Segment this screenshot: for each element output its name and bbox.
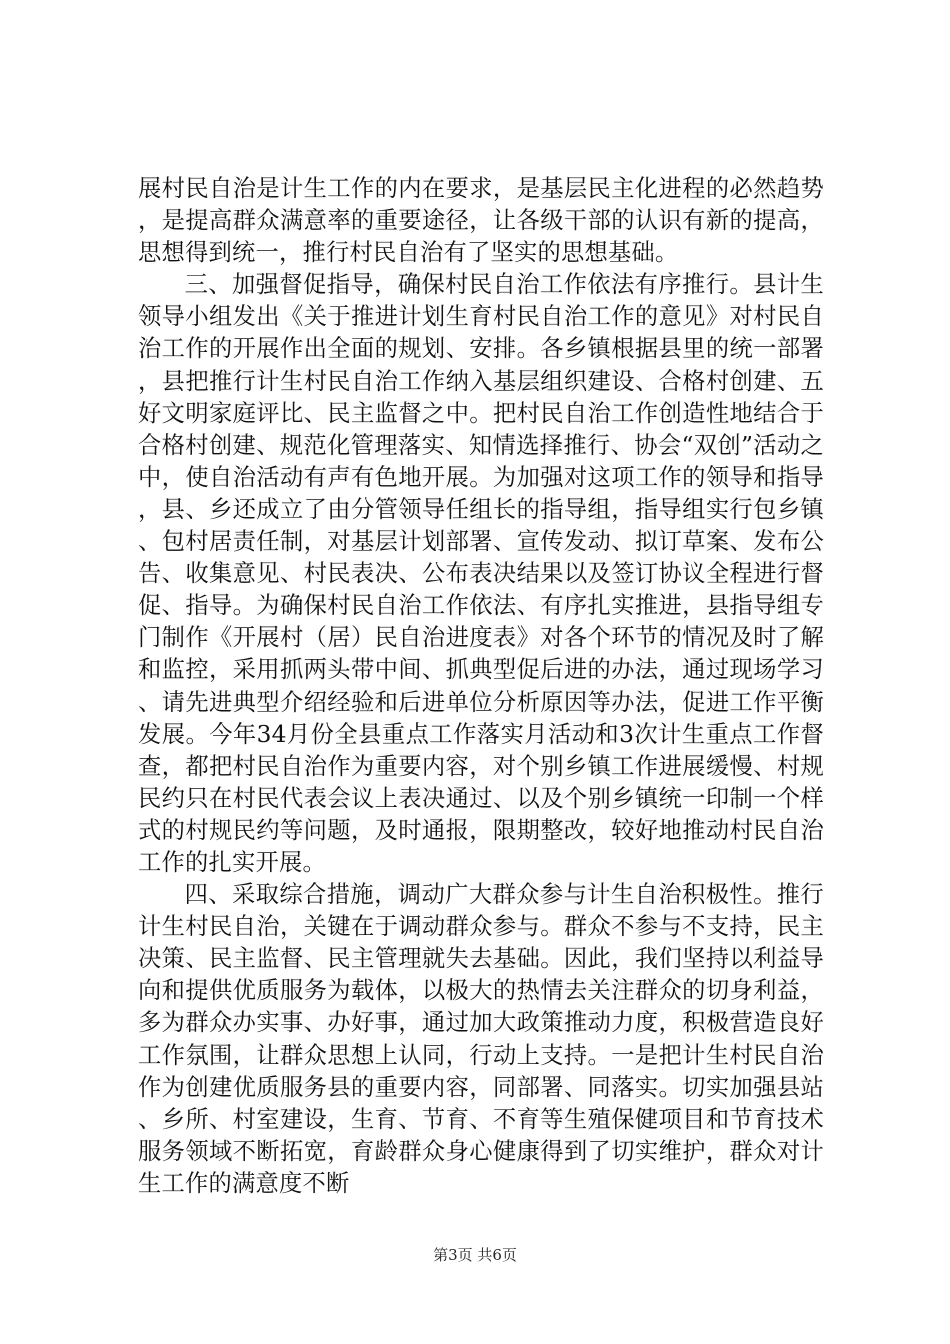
document-body xyxy=(138,173,824,1200)
page-footer xyxy=(0,1245,950,1265)
page-number-indicator: 第3页 共6页 xyxy=(433,1246,517,1264)
paragraph-section-four: 四、采取综合措施，调动广大群众参与计生自治积极性。推行计生村民自治，关键在于调动群众参与。群众不参与不支持，民主决策、民主监督、民主管理就失去基础。因此，我们坚持以利益导向和提供优质服务为载体，以极大的热情去关注群众的切身利益，多为群众办实事、办好事，通过加大政策推动力度，积极营造良好工作氛围，让群众思想上认同，行动上支持。一是把计生村民自治作为创建优质服务县的重要内容，同部署、同落实。切实加强县站、乡所、村室建设，生育、节育、不育等生殖保健项目和节育技术服务领域不断拓宽，育龄群众身心健康得到了切实维护，群众对计生工作的满意度不断 xyxy=(138,881,824,1197)
paragraph-section-three: 三、加强督促指导，确保村民自治工作依法有序推行。县计生领导小组发出《关于推进计划生育村民自治工作的意见》对村民自治工作的开展作出全面的规划、安排。各乡镇根据县里的统一部署，县把推行计生村民自治工作纳入基层组织建设、合格村创建、五好文明家庭评比、民主监督之中。把村民自治工作创造性地结合于合格村创建、规范化管理落实、知情选择推行、协会“双创”活动之中，使自治活动有声有色地开展。为加强对这项工作的领导和指导，县、乡还成立了由分管领导任组长的指导组，指导组实行包乡镇、包村居责任制，对基层计划部署、宣传发动、拟订草案、发布公告、收集意见、村民表决、公布表决结果以及签订协议全程进行督促、指导。为确保村民自治工作依法、有序扎实推进，县指导组专门制作《开展村（居）民自治进度表》对各个环节的情况及时了解和监控，采用抓两头带中间、抓典型促后进的办法，通过现场学习、请先进典型介绍经验和后进单位分析原因等办法，促进工作平衡发展。今年34月份全县重点工作落实月活动和3次计生重点工作督查，都把村民自治作为重要内容，对个别乡镇工作进展缓慢、村规民约只在村民代表会议上表决通过、以及个别乡镇统一印制一个样式的村规民约等问题，及时通报，限期整改，较好地推动村民自治工作的扎实开展。 xyxy=(138,271,824,876)
paragraph-continued: 展村民自治是计生工作的内在要求，是基层民主化进程的必然趋势，是提高群众满意率的重要途径，让各级干部的认识有新的提高，思想得到统一，推行村民自治有了坚实的思想基础。 xyxy=(138,175,824,267)
